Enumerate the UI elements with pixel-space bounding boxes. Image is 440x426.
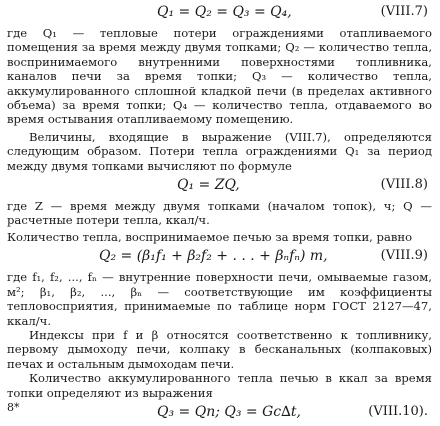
formula-number: (VIII.9)	[380, 248, 428, 264]
formula-expression: Q₁ = ZQ,	[177, 177, 240, 194]
formula-expression: Q₁ = Q₂ = Q₃ = Q₄,	[157, 4, 292, 20]
paragraph-indices: Индексы при f и β относятся соответственно к топливнику, первому дымоходу печи, колпаку в бесканальных (колпаковых) печах и остальным дымоходам печи.	[7, 327, 432, 371]
formula-viii-7	[7, 0, 432, 26]
paragraph-values: Величины, входящие в выражение (VIII.7), определяются следующим образом. Потери тепла ограждениями Q₁ за период между двумя топками вычисляют по формуле	[7, 129, 432, 173]
formula-expression: Q₂ = (β₁f₁ + β₂f₂ + . . . + βₙfₙ) m,	[99, 248, 328, 265]
formula-number: (VIII.8)	[380, 177, 428, 193]
paragraph-where-q: где Q₁ — тепловые потери ограждениями отапливаемого помещения за время между двумя топками; Q₂ — количество тепла, воспринимаемого внутренними поверхностями топливника, каналов печи за время топки; Q₃ — количество тепла, аккумулированного сплошной кладкой печи (в пределах активного объема) за время топки; Q₄ — количество тепла, отдаваемого во время остывания отапливаемому помещению.	[7, 26, 432, 127]
formula-number: (VIII.10).	[368, 403, 428, 419]
paragraph-where-f: где f₁, f₂, ..., fₙ — внутренние поверхности печи, омываемые газом, м²; β₁, β₂, ..., βₙ — соответствующие им коэффициенты тепловосприятия, принимаемые по таблице норм ГОСТ 2127—47, ккал/ч.	[7, 270, 432, 328]
formula-expression: Q₃ = Qn; Q₃ = Gc∆t,	[157, 403, 301, 420]
paragraph-quantity: Количество тепла, воспринимаемое печью за время топки, равно	[7, 229, 413, 244]
formula-viii-8	[7, 173, 432, 199]
formula-viii-9	[7, 244, 432, 270]
formula-viii-10	[7, 400, 432, 426]
formula-number: (VIII.7)	[380, 4, 428, 19]
paragraph-accumulated: Количество аккумулированного тепла печью в ккал за время топки определяют из выражения	[7, 371, 432, 400]
page-marker: 8*	[7, 401, 20, 414]
paragraph-where-z: где Z — время между двумя топками (началом топок), ч; Q — расчетные потери тепла, ккал/ч.	[7, 199, 432, 228]
